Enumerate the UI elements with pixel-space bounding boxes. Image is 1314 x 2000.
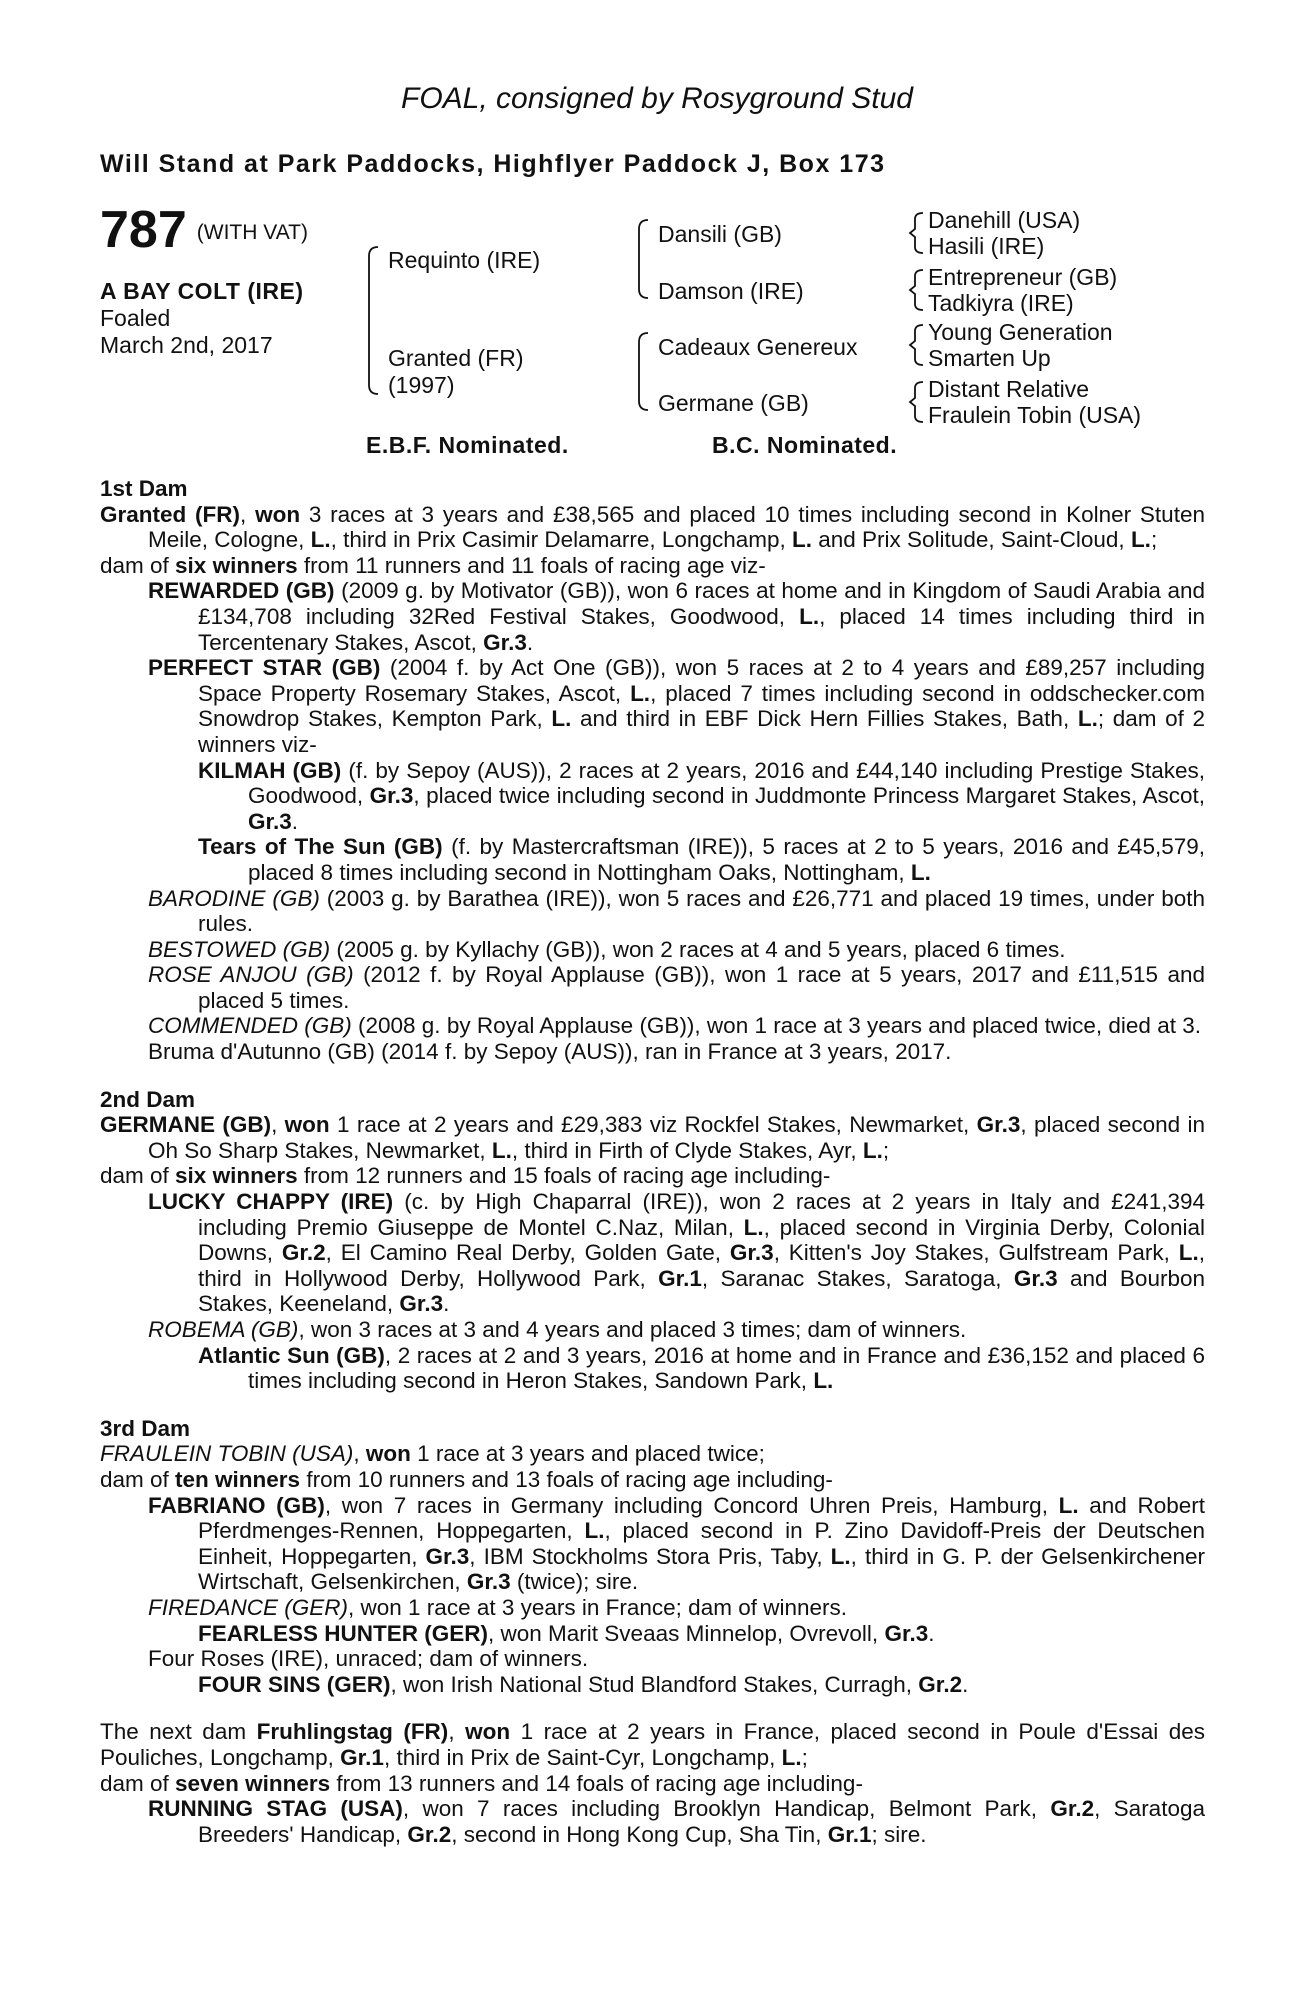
list-item: LUCKY CHAPPY (IRE) (c. by High Chaparral (IRE)), won 2 races at 2 years in Italy and £241,394 including Premio Giuseppe de Montel C.Naz, Milan, L., placed second in Virginia Derby, Colonial Downs, Gr.2, El Camino Real Derby, Golden Gate, Gr.3, Kitten's Joy Stakes, Gulfstream Park, L., third in Hollywood Derby, Hollywood Park, Gr.1, Saranac Stakes, Saratoga, Gr.3 and Bourbon Stakes, Keeneland, Gr.3.	[148, 1189, 1206, 1317]
next-dam-record: The next dam Fruhlingstag (FR), won 1 race at 2 years in France, placed second in Poule d'Essai des Pouliches, Longchamp, Gr.1, third in Prix de Saint-Cyr, Longchamp, L.;	[100, 1719, 1205, 1770]
sd-sire: Entrepreneur (GB)	[928, 264, 1118, 290]
list-item: Four Roses (IRE), unraced; dam of winners.	[148, 1646, 589, 1672]
sire-dam: Damson (IRE)	[658, 278, 804, 304]
list-item: FIREDANCE (GER), won 1 race at 3 years in France; dam of winners.	[148, 1594, 847, 1620]
list-item: ROBEMA (GB), won 3 races at 3 and 4 years and placed 3 times; dam of winners.	[148, 1317, 967, 1342]
list-item: ROSE ANJOU (GB) (2012 f. by Royal Applause (GB)), won 1 race at 5 years, 2017 and £11,515 and placed 5 times.	[148, 962, 1205, 1013]
dam-year: (1997)	[388, 372, 455, 398]
list-item: Bruma d'Autunno (GB) (2014 f. by Sepoy (AUS)), ran in France at 3 years, 2017.	[148, 1039, 952, 1065]
dam1-produce-summary: dam of six winners from 11 runners and 11 foals of racing age viz-	[100, 552, 766, 578]
list-item: KILMAH (GB) (f. by Sepoy (AUS)), 2 races at 2 years, 2016 and £44,140 including Prestige Stakes, Goodwood, Gr.3, placed twice including second in Juddmonte Princess Margaret Stakes, Ascot, Gr.3.	[198, 757, 1205, 834]
dd-dam: Fraulein Tobin (USA)	[928, 402, 1142, 428]
dam-dam: Germane (GB)	[658, 390, 809, 416]
pedigree-brackets	[0, 0, 1314, 460]
list-item: Tears of The Sun (GB) (f. by Mastercraftsman (IRE)), 5 races at 2 to 5 years, 2016 and £45,579, placed 8 times including second in Nottingham Oaks, Nottingham, L.	[198, 834, 1206, 885]
dam2-produce-summary: dam of six winners from 12 runners and 15 foals of racing age including-	[100, 1163, 831, 1189]
bc-nomination: B.C. Nominated.	[712, 432, 898, 458]
dam1-record: Granted (FR), won 3 races at 3 years and £38,565 and placed 10 times including second in Kolner Stuten Meile, Cologne, L., third in Prix Casimir Delamarre, Longchamp, L. and Prix Solitude, Saint-Cloud, L.;	[100, 501, 1205, 553]
dam1-heading: 1st Dam	[100, 476, 188, 501]
list-item: COMMENDED (GB) (2008 g. by Royal Applause (GB)), won 1 race at 3 years and placed twice, died at 3.	[148, 1013, 1201, 1039]
stand-location: Will Stand at Park Paddocks, Highflyer Paddock J, Box 173	[100, 150, 886, 178]
lot-number: 787	[100, 201, 187, 259]
ds-dam: Smarten Up	[928, 345, 1051, 371]
sd-dam: Tadkiyra (IRE)	[928, 290, 1074, 316]
dam-name: Granted (FR)	[388, 345, 524, 371]
list-item: BARODINE (GB) (2003 g. by Barathea (IRE)), won 5 races and £26,771 and placed 19 times, under both rules.	[148, 885, 1205, 937]
list-item: RUNNING STAG (USA), won 7 races including Brooklyn Handicap, Belmont Park, Gr.2, Saratoga Breeders' Handicap, Gr.2, second in Hong Kong Cup, Sha Tin, Gr.1; sire.	[148, 1796, 1205, 1847]
list-item: PERFECT STAR (GB) (2004 f. by Act One (GB)), won 5 races at 2 to 4 years and £89,257 including Space Property Rosemary Stakes, Ascot, L., placed 7 times including second in oddschecker.com Snowdrop Stakes, Kempton Park, L. and third in EBF Dick Hern Fillies Stakes, Bath, L.; dam of 2 winners viz-	[148, 655, 1206, 757]
sire-name: Requinto (IRE)	[388, 247, 541, 273]
list-item: FABRIANO (GB), won 7 races in Germany including Concord Uhren Preis, Hamburg, L. and Robert Pferdmenges-Rennen, Hoppegarten, L., placed second in P. Zino Davidoff-Preis der Deutschen Einheit, Hoppegarten, Gr.3, IBM Stockholms Stora Pris, Taby, L., third in G. P. der Gelsenkirchener Wirtschaft, Gelsenkirchen, Gr.3 (twice); sire.	[148, 1492, 1206, 1595]
list-item: REWARDED (GB) (2009 g. by Motivator (GB)), won 6 races at home and in Kingdom of Saudi Arabia and £134,708 including 32Red Festival Stakes, Goodwood, L., placed 14 times including third in Tercentenary Stakes, Ascot, Gr.3.	[148, 578, 1205, 655]
next-dam-produce-summary: dam of seven winners from 13 runners and 14 foals of racing age including-	[100, 1770, 863, 1796]
dam3-produce-summary: dam of ten winners from 10 runners and 13 foals of racing age including-	[100, 1466, 833, 1492]
ss-sire: Danehill (USA)	[928, 207, 1081, 233]
sire-sire: Dansili (GB)	[658, 221, 782, 247]
foaled-label: Foaled	[100, 305, 171, 331]
dam3-heading: 3rd Dam	[100, 1415, 191, 1441]
dam-sire: Cadeaux Genereux	[658, 334, 858, 360]
dam2-heading: 2nd Dam	[100, 1086, 196, 1112]
ds-sire: Young Generation	[928, 319, 1113, 345]
dd-sire: Distant Relative	[928, 376, 1090, 402]
ebf-nomination: E.B.F. Nominated.	[366, 432, 569, 458]
list-item: BESTOWED (GB) (2005 g. by Kyllachy (GB)), won 2 races at 4 and 5 years, placed 6 times.	[148, 936, 1066, 962]
lot-name: A BAY COLT (IRE)	[100, 278, 304, 304]
catalogue-body	[100, 476, 1205, 1847]
list-item: FEARLESS HUNTER (GER), won Marit Sveaas Minnelop, Ovrevoll, Gr.3.	[198, 1620, 935, 1646]
dam3-record: FRAULEIN TOBIN (USA), won 1 race at 3 years and placed twice;	[100, 1441, 765, 1467]
vat-label: (WITH VAT)	[196, 221, 308, 244]
consignment-line: FOAL, consigned by Rosyground Stud	[401, 82, 913, 115]
dam2-record: GERMANE (GB), won 1 race at 2 years and £29,383 viz Rockfel Stakes, Newmarket, Gr.3, placed second in Oh So Sharp Stakes, Newmarket, L., third in Firth of Clyde Stakes, Ayr, L.;	[100, 1112, 1205, 1163]
list-item: Atlantic Sun (GB), 2 races at 2 and 3 years, 2016 at home and in France and £36,152 and placed 6 times including second in Heron Stakes, Sandown Park, L.	[198, 1342, 1205, 1394]
list-item: FOUR SINS (GER), won Irish National Stud Blandford Stakes, Curragh, Gr.2.	[198, 1671, 969, 1697]
ss-dam: Hasili (IRE)	[928, 233, 1045, 259]
foaled-date: March 2nd, 2017	[100, 332, 273, 358]
